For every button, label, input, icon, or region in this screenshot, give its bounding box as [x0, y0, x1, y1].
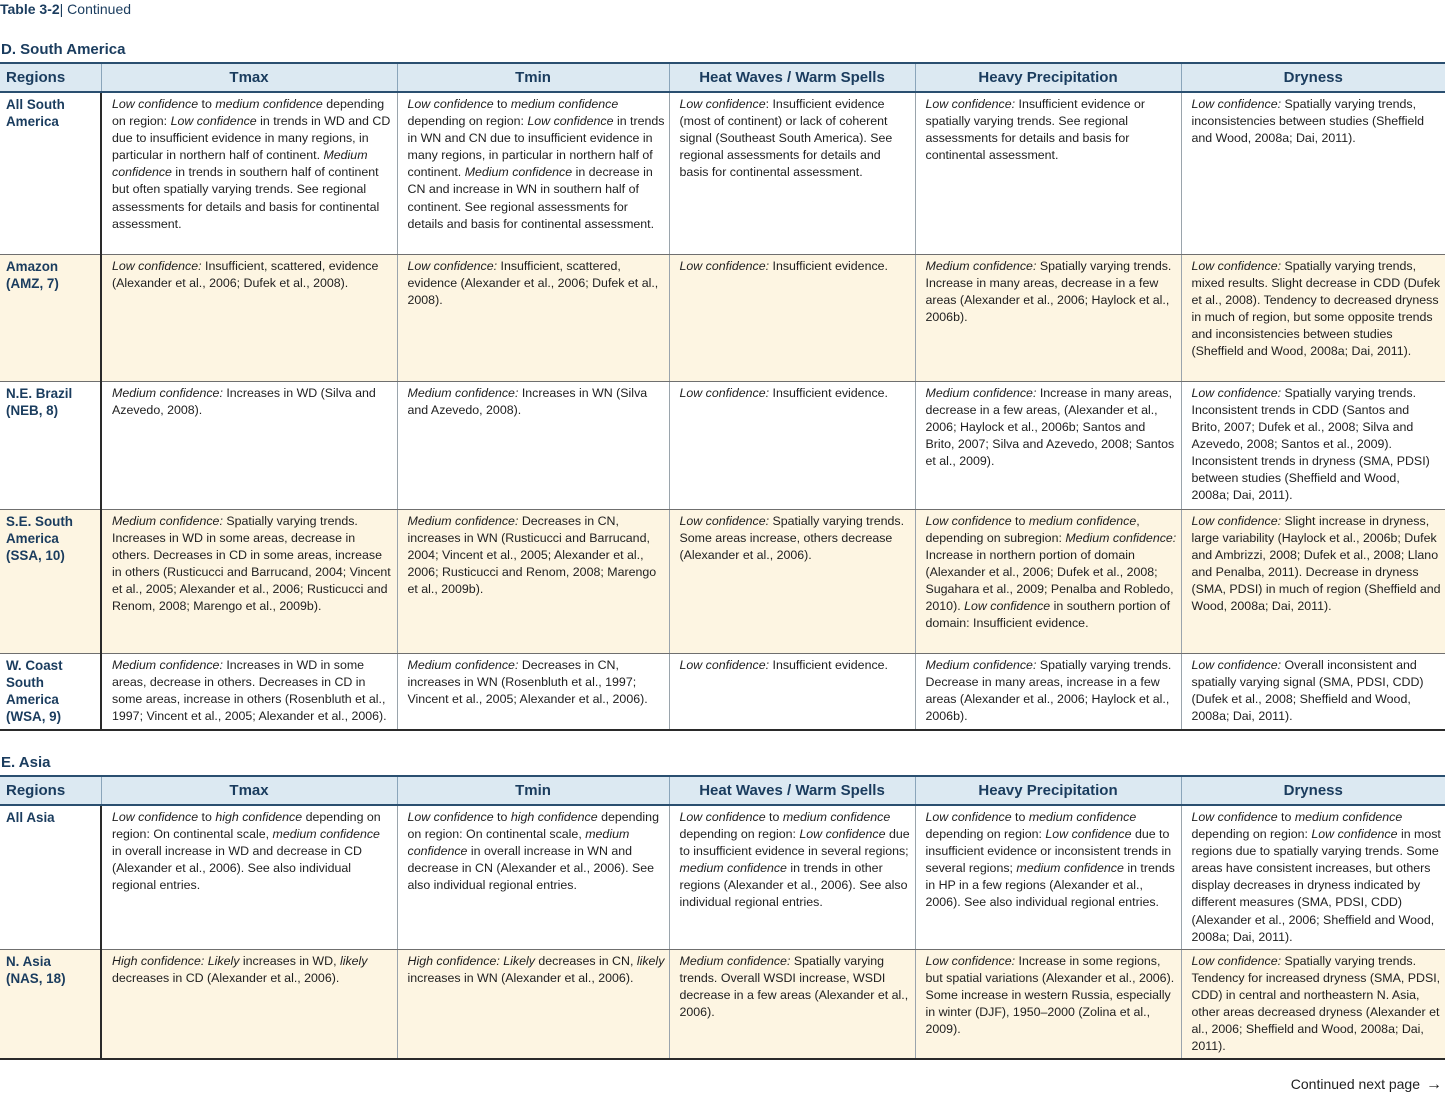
confidence-term: Medium confidence:	[112, 657, 223, 672]
assessment-text: Insufficient evidence.	[769, 657, 888, 672]
assessment-text: Spatially varying trends. Decrease in many areas, increase in a few areas (Alexander et al., 2006; Haylock et al., 2006b).	[925, 657, 1172, 723]
assessment-cell	[101, 949, 397, 1059]
continued-label: Continued next page	[1290, 1076, 1420, 1092]
assessment-text: to	[1277, 810, 1295, 824]
assessment-cell	[1181, 92, 1445, 254]
region-label-line: (SSA, 10)	[6, 548, 65, 564]
confidence-term: Medium confidence:	[679, 953, 791, 968]
confidence-term: Low confidence	[527, 114, 614, 129]
region-label-line: South	[6, 674, 44, 690]
assessment-text: in most regions due to spatially varying trends. Some areas have consistent increases, but others display decreases in dryness indicated by different measures (SMA, PDSI, CDD) (Alexander et al., 2006; Sheffield and Wood, 2008a; Dai, 2011).	[1191, 827, 1441, 944]
assessment-text: to	[198, 97, 216, 111]
assessment-cell	[397, 653, 669, 730]
assessment-text: in overall increase in WD and decrease in CD (Alexander et al., 2006). See also individual regional entries.	[112, 844, 362, 893]
assessment-text: depending on region:	[1191, 827, 1312, 842]
region-cell	[0, 653, 101, 730]
assessment-cell	[1181, 949, 1445, 1059]
confidence-term: Low confidence:	[1191, 953, 1282, 968]
assessment-text: Insufficient, scattered, evidence (Alexander et al., 2006; Dufek et al., 2008).	[407, 258, 659, 307]
confidence-term: Low confidence:	[1191, 258, 1282, 273]
confidence-term: Low confidence:	[407, 258, 498, 273]
assessment-cell	[669, 92, 915, 254]
confidence-term: high confidence	[510, 810, 598, 824]
assessment-text: in overall increase in WN and decrease in CN (Alexander et al., 2006). See also individual regional entries.	[407, 844, 655, 893]
region-label-line: W. Coast	[6, 657, 63, 673]
assessment-text: in trends in southern half of continent but often spatially varying trends. See regional assessments for details and basis for continental assessment.	[112, 165, 380, 231]
arrow-right-icon: →	[1426, 1076, 1442, 1093]
region-cell	[0, 92, 101, 254]
assessment-text: to	[493, 810, 511, 824]
assessment-text: in trends in HP in a few regions (Alexander et al., 2006). See also individual regional entries.	[925, 861, 1175, 910]
assessment-text: Decreases in CN, increases in WN (Rosenbluth et al., 1997; Vincent et al., 2005; Alexander et al., 2006).	[407, 657, 648, 706]
assessment-cell	[1181, 381, 1445, 509]
assessment-text: depending on region:	[112, 97, 385, 129]
confidence-term: Medium confidence:	[407, 657, 519, 672]
confidence-term: Low confidence:	[1191, 657, 1282, 672]
confidence-term: Low confidence	[679, 810, 766, 824]
confidence-term: Low confidence	[799, 827, 886, 842]
assessment-text: depending on region: On continental scale,	[112, 810, 381, 842]
table-row	[0, 92, 1445, 254]
assessment-text: Decreases in CN, increases in WN (Rusticucci and Barrucand, 2004; Vincent et al., 2005; Alexander et al., 2006; Rusticucci and Renom, 2008; Marengo et al., 2009b).	[407, 513, 657, 596]
assessment-cell	[101, 92, 397, 254]
region-cell	[0, 805, 101, 949]
assessment-text: Spatially varying trends. Increase in many areas, decrease in a few areas (Alexander et al., 2006; Haylock et al., 2006b).	[925, 258, 1172, 324]
assessment-text: Spatially varying trends. Overall WSDI increase, WSDI decrease in a few areas (Alexander et al., 2006).	[679, 953, 909, 1019]
region-label-line: (WSA, 9)	[6, 709, 62, 725]
assessment-cell	[101, 653, 397, 730]
confidence-term: Medium confidence:	[407, 513, 519, 528]
confidence-term: Low confidence	[407, 97, 494, 111]
continued-next-page[interactable]	[1291, 1075, 1442, 1094]
region-label-line: N.E. Brazil	[6, 385, 73, 401]
assessment-text: Increase in many areas, decrease in a few areas, (Alexander et al., 2006; Haylock et al., 2006b; Santos and Brito, 2007; Silva and Azevedo, 2008; Santos et al., 2009).	[925, 385, 1175, 468]
confidence-term: Low confidence:	[679, 513, 770, 528]
confidence-term: Low confidence	[925, 810, 1012, 824]
assessment-text: , depending on subregion:	[925, 513, 1140, 545]
confidence-term: Low confidence	[1191, 810, 1278, 824]
assessment-text: increases in WD,	[239, 953, 340, 968]
confidence-term: Low confidence:	[1191, 97, 1282, 111]
confidence-term: Low confidence:	[1191, 385, 1282, 400]
assessment-cell	[101, 381, 397, 509]
header-regions: Regions	[0, 776, 101, 805]
confidence-term: Medium confidence:	[1065, 530, 1177, 545]
assessment-text: depending on region:	[925, 827, 1046, 842]
header-tmin: Tmin	[397, 63, 669, 92]
assessment-text: in decrease in CN and increase in WN in southern half of continent. See regional assessments for details and basis for continental assessment.	[407, 165, 655, 231]
assessment-text: in trends in WN and CN due to insufficient evidence in many regions, in particular in northern half of continent.	[407, 114, 665, 180]
assessment-cell	[669, 805, 915, 949]
region-label-line: America	[6, 692, 59, 708]
confidence-term: likely	[636, 953, 665, 968]
assessment-text: Overall inconsistent and spatially varying signal (SMA, PDSI, CDD) (Dufek et al., 2008; Sheffield and Wood, 2008a; Dai, 2011).	[1191, 657, 1424, 723]
confidence-term: medium confidence	[215, 97, 323, 111]
confidence-term: medium confidence	[1028, 513, 1137, 528]
region-cell	[0, 381, 101, 509]
assessment-cell	[1181, 509, 1445, 653]
confidence-term: Low confidence	[925, 513, 1012, 528]
confidence-term: Low confidence	[964, 598, 1051, 613]
assessment-cell	[915, 381, 1181, 509]
confidence-term: Medium confidence	[464, 165, 573, 180]
table-label: Table 3-2	[0, 1, 60, 17]
header-row	[0, 63, 1445, 92]
assessment-text: in trends in WD and CD due to insufficient evidence in many regions, in particular in northern half of continent.	[112, 114, 391, 163]
header-heavy-precipitation: Heavy Precipitation	[915, 776, 1181, 805]
assessment-text: Spatially varying trends. Inconsistent trends in CDD (Santos and Brito, 2007; Dufek et al., 2008; Silva and Azevedo, 2008; Santos et al., 2009). Inconsistent trends in dryness (SMA, PDSI) between studies (Sheffield and Wood, 2008a; Dai, 2011).	[1191, 385, 1430, 503]
table-row	[0, 805, 1445, 949]
assessment-cell	[1181, 254, 1445, 381]
confidence-term: medium confidence	[407, 827, 630, 859]
region-label-line: All Asia	[6, 810, 55, 825]
assessment-cell	[669, 254, 915, 381]
assessment-text: in southern portion of domain: Insufficient evidence.	[925, 598, 1171, 631]
assessment-text: depending on region:	[407, 114, 528, 129]
assessment-text: Increases in WN (Silva and Azevedo, 2008).	[407, 385, 648, 417]
region-cell	[0, 949, 101, 1059]
header-heavy-precipitation: Heavy Precipitation	[915, 63, 1181, 92]
header-heat-waves: Heat Waves / Warm Spells	[669, 63, 915, 92]
asia-table	[0, 775, 1445, 1060]
assessment-text: Increases in WD in some areas, decrease in others. Decreases in CD in some areas, increase in others (Rosenbluth et al., 1997; Vincent et al., 2005; Alexander et al., 2006).	[112, 657, 387, 723]
region-label-line: All South	[6, 97, 65, 112]
table-row	[0, 653, 1445, 730]
confidence-term: Low confidence	[1311, 827, 1398, 842]
assessment-text: to	[1011, 513, 1029, 528]
confidence-term: Medium confidence:	[925, 385, 1037, 400]
assessment-cell	[397, 805, 669, 949]
table-row	[0, 949, 1445, 1059]
region-label-line: (NEB, 8)	[6, 402, 59, 418]
section-title-south-america: D. South America	[1, 41, 126, 58]
assessment-text: Increases in WD (Silva and Azevedo, 2008).	[112, 385, 376, 417]
header-tmax: Tmax	[101, 776, 397, 805]
header-dryness: Dryness	[1181, 63, 1445, 92]
assessment-text: Insufficient evidence.	[769, 258, 888, 273]
confidence-term: Low confidence:	[679, 385, 770, 400]
confidence-term: High confidence: Likely	[407, 953, 535, 968]
assessment-text: depending on region: On continental scale,	[407, 810, 659, 842]
assessment-cell	[397, 92, 669, 254]
assessment-text: due to insufficient evidence or inconsistent trends in several regions;	[925, 827, 1172, 876]
assessment-cell	[669, 653, 915, 730]
assessment-cell	[915, 92, 1181, 254]
confidence-term: Medium confidence:	[925, 258, 1037, 273]
header-tmax: Tmax	[101, 63, 397, 92]
assessment-text: Insufficient evidence.	[769, 385, 888, 400]
confidence-term: Low confidence	[112, 810, 199, 824]
region-label-line: (NAS, 18)	[6, 970, 66, 986]
assessment-cell	[915, 805, 1181, 949]
confidence-term: medium confidence	[272, 827, 380, 842]
confidence-term: Medium confidence:	[112, 513, 223, 528]
confidence-term: high confidence	[215, 810, 303, 824]
assessment-cell	[915, 254, 1181, 381]
header-row	[0, 776, 1445, 805]
region-label-line: S.E. South	[6, 513, 73, 529]
header-tmin: Tmin	[397, 776, 669, 805]
header-dryness: Dryness	[1181, 776, 1445, 805]
assessment-text: in trends in other regions (Alexander et al., 2006). See also individual regional entries.	[679, 861, 908, 910]
confidence-term: Low confidence	[112, 97, 199, 111]
confidence-term: Low confidence	[170, 114, 257, 129]
assessment-text: Insufficient, scattered, evidence (Alexander et al., 2006; Dufek et al., 2008).	[112, 258, 379, 290]
assessment-text: Spatially varying trends, inconsistencies between studies (Sheffield and Wood, 2008a; Dai, 2011).	[1191, 97, 1425, 146]
confidence-term: Medium confidence:	[925, 657, 1037, 672]
confidence-term: Low confidence:	[925, 97, 1016, 111]
table-row	[0, 254, 1445, 381]
confidence-term: Medium confidence	[112, 148, 368, 180]
region-label-line: N. Asia	[6, 953, 51, 969]
confidence-term: medium confidence	[1016, 861, 1124, 876]
assessment-text: due to insufficient evidence in several regions;	[679, 827, 910, 859]
assessment-cell	[397, 509, 669, 653]
assessment-text: Increase in some regions, but spatial variations (Alexander et al., 2006). Some increase in western Russia, especially in winter (DJF), 1950–2000 (Zolina et al., 2009).	[925, 953, 1175, 1036]
south-america-table	[0, 62, 1445, 731]
assessment-text: to	[1011, 810, 1029, 824]
section-title-asia: E. Asia	[1, 754, 51, 771]
assessment-text: Spatially varying trends. Increases in WD in some areas, decrease in others. Decreases in CD in some areas, increase in others (Rusticucci and Barrucand, 2004; Vincent et al., 2005; Alexander et al., 2006; Rusticucci and Renom, 2008; Marengo et al., 2009b).	[112, 513, 391, 613]
confidence-term: Low confidence:	[925, 953, 1016, 968]
confidence-term: medium confidence	[510, 97, 619, 111]
assessment-cell	[669, 381, 915, 509]
confidence-term: likely	[339, 953, 368, 968]
assessment-text: : Insufficient evidence (most of continent) or lack of coherent signal (Southeast South America). See regional assessments for details and basis for continental assessment.	[679, 97, 893, 180]
confidence-term: medium confidence	[1028, 810, 1137, 824]
confidence-term: medium confidence	[782, 810, 891, 824]
assessment-text: to	[765, 810, 783, 824]
assessment-cell	[397, 381, 669, 509]
assessment-text: to	[198, 810, 216, 824]
region-cell	[0, 509, 101, 653]
region-label-line: America	[6, 114, 59, 130]
confidence-term: High confidence: Likely	[112, 953, 240, 968]
region-cell	[0, 254, 101, 381]
assessment-cell	[101, 254, 397, 381]
assessment-text: depending on region:	[679, 827, 800, 842]
header-regions: Regions	[0, 63, 101, 92]
assessment-text: increases in WN (Alexander et al., 2006).	[407, 970, 634, 985]
confidence-term: Medium confidence:	[407, 385, 519, 400]
table-caption	[0, 0, 131, 18]
confidence-term: Low confidence:	[112, 258, 202, 273]
region-label-line: Amazon	[6, 258, 59, 274]
assessment-cell	[101, 805, 397, 949]
confidence-term: Low confidence	[407, 810, 494, 824]
assessment-cell	[915, 509, 1181, 653]
assessment-text: Spatially varying trends. Some areas increase, others decrease (Alexander et al., 2006).	[679, 513, 905, 562]
assessment-text: Slight increase in dryness, large variability (Haylock et al., 2006b; Dufek and Ambrizzi, 2008; Dufek et al., 2008; Llano and Penalba, 2011). Decrease in dryness (SMA, PDSI) in much of region (Sheffield and Wood, 2008a; Dai, 2011).	[1191, 513, 1441, 613]
assessment-cell	[1181, 653, 1445, 730]
confidence-term: Low confidence:	[679, 258, 770, 273]
assessment-text: Spatially varying trends. Tendency for increased dryness (SMA, PDSI, CDD) in central and northeastern N. Asia, other areas decreased dryness (Alexander et al., 2006; Sheffield and Wood, 2008a; Dai, 2011).	[1191, 953, 1441, 1053]
table-row	[0, 509, 1445, 653]
confidence-term: Low confidence	[1045, 827, 1132, 842]
confidence-term: medium confidence	[1294, 810, 1403, 824]
assessment-cell	[101, 509, 397, 653]
assessment-cell	[669, 949, 915, 1059]
assessment-cell	[397, 949, 669, 1059]
assessment-cell	[669, 509, 915, 653]
table-continued-label: | Continued	[59, 1, 132, 17]
assessment-text: Spatially varying trends, mixed results. Slight decrease in CDD (Dufek et al., 2008). Tendency to decreased dryness in much of region, but some opposite trends and inconsistencies between studies (Sheffield and Wood, 2008a; Dai, 2011).	[1191, 258, 1441, 358]
confidence-term: Low confidence:	[679, 657, 770, 672]
assessment-text: decreases in CN,	[534, 953, 637, 968]
header-heat-waves: Heat Waves / Warm Spells	[669, 776, 915, 805]
assessment-cell	[915, 653, 1181, 730]
confidence-term: Low confidence:	[1191, 513, 1282, 528]
assessment-text: decreases in CD (Alexander et al., 2006).	[112, 970, 340, 985]
assessment-cell	[1181, 805, 1445, 949]
assessment-text: Insufficient evidence or spatially varying trends. See regional assessments for details and basis for continental assessment.	[925, 97, 1146, 163]
confidence-term: medium confidence	[679, 861, 787, 876]
assessment-cell	[915, 949, 1181, 1059]
region-label-line: America	[6, 530, 59, 546]
assessment-text: Increase in northern portion of domain (Alexander et al., 2006; Dufek et al., 2008; Sugahara et al., 2009; Penalba and Robledo, 2010).	[925, 547, 1174, 613]
confidence-term: Low confidence	[679, 97, 766, 111]
assessment-cell	[397, 254, 669, 381]
region-label-line: (AMZ, 7)	[6, 275, 59, 291]
table-row	[0, 381, 1445, 509]
assessment-text: to	[493, 97, 511, 111]
confidence-term: Medium confidence:	[112, 385, 223, 400]
